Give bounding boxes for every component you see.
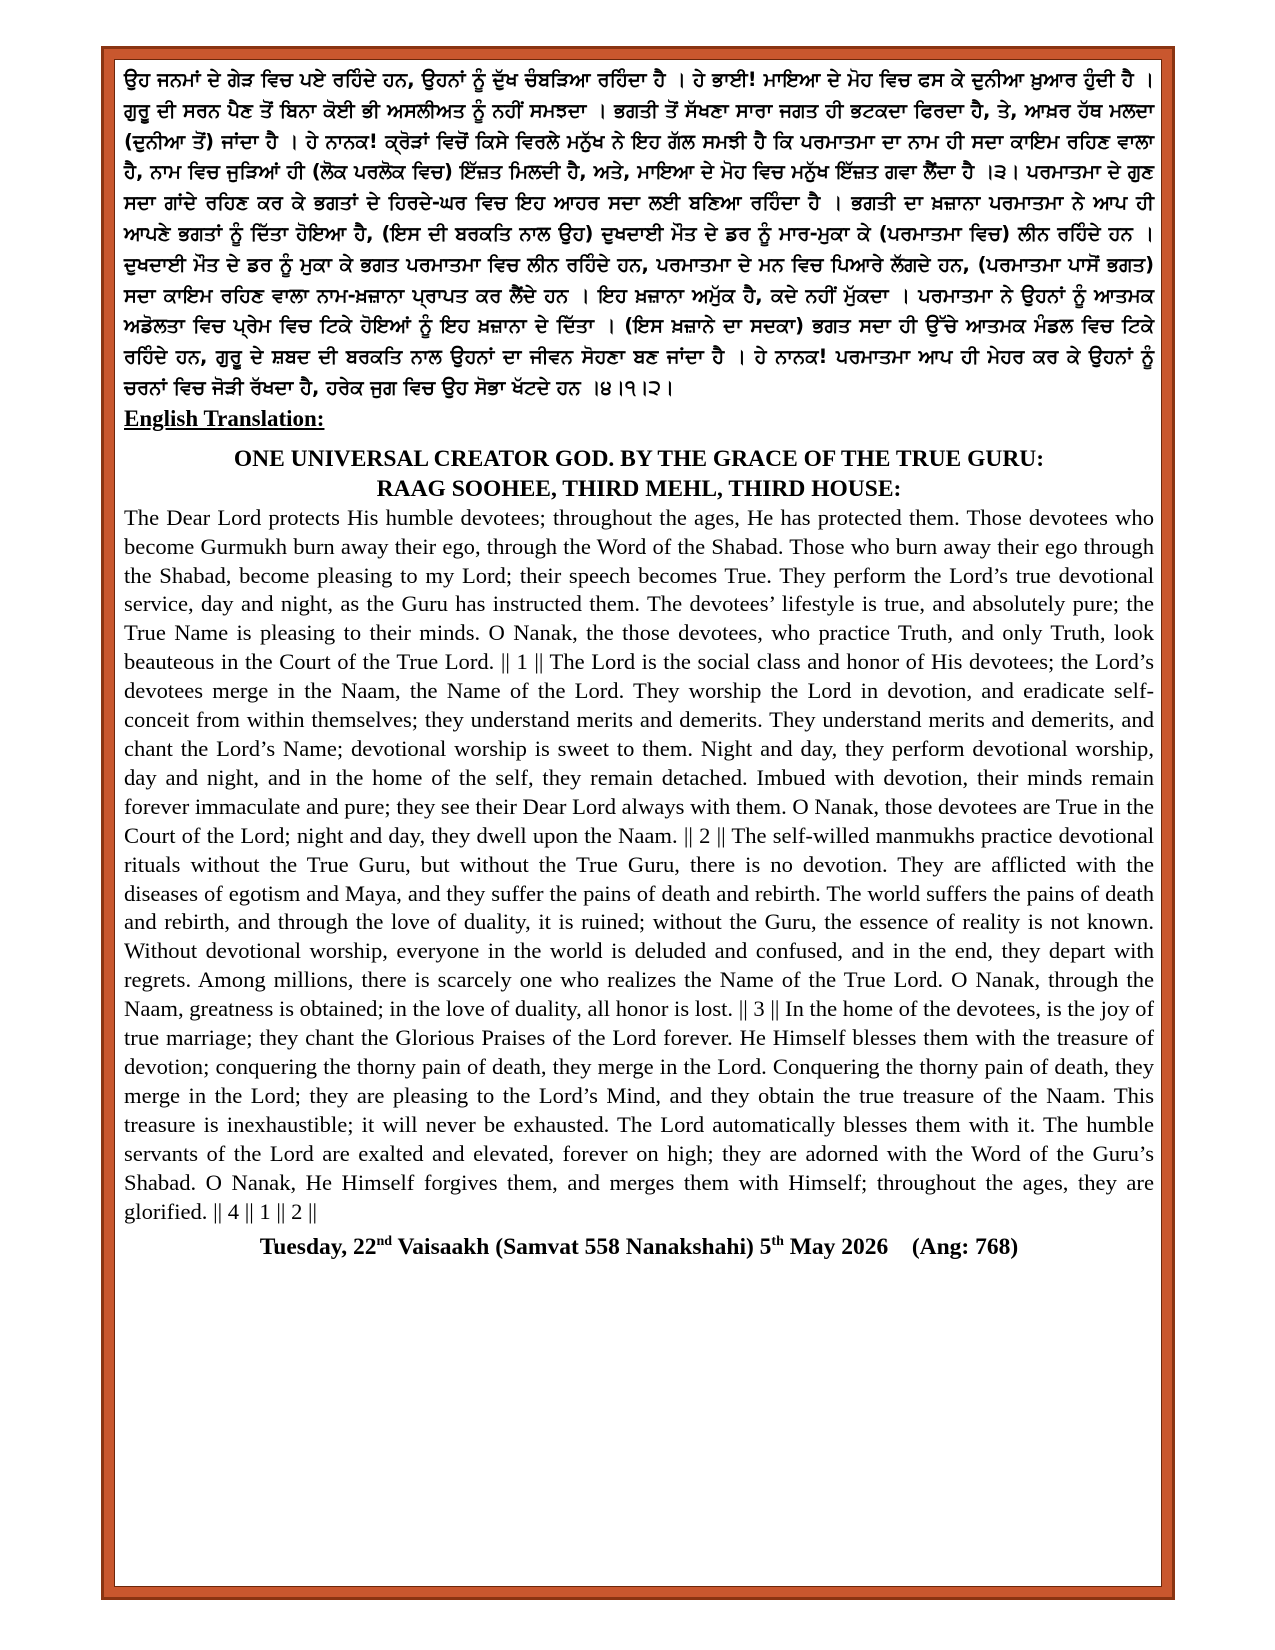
footer-ang: (Ang: 768) [911, 1234, 1019, 1261]
english-translation-paragraph: The Dear Lord protects His humble devotees; throughout the ages, He has protected them. Those devotees who become Gurmukh burn away their ego, through the Word of the Shabad. Those who burn away their ego through the Shabad, become pleasing to my Lord; their speech becomes True. They perform the Lord’s true devotional service, day and night, as the Guru has instructed them. The devotees’ lifestyle is true, and absolutely pure; the True Name is pleasing to their minds. O Nanak, the those devotees, who practice Truth, and only Truth, look beauteous in the Court of the True Lord. || 1 || The Lord is the social class and honor of His devotees; the Lord’s devotees merge in the Naam, the Name of the Lord. They worship the Lord in devotion, and eradicate self-conceit from within themselves; they understand merits and demerits. They understand merits and demerits, and chant the Lord’s Name; devotional worship is sweet to them. Night and day, they perform devotional worship, day and night, and in the home of the self, they remain detached. Imbued with devotion, their minds remain forever immaculate and pure; they see their Dear Lord always with them. O Nanak, those devotees are True in the Court of the Lord; night and day, they dwell upon the Naam. || 2 || The self-willed manmukhs practice devotional rituals without the True Guru, but without the True Guru, there is no devotion. They are afflicted with the diseases of egotism and Maya, and they suffer the pains of death and rebirth. The world suffers the pains of death and rebirth, and through the love of duality, it is ruined; without the Guru, the essence of reality is not known. Without devotional worship, everyone in the world is deluded and confused, and in the end, they depart with regrets. Among millions, there is scarcely one who realizes the Name of the True Lord. O Nanak, through the Naam, greatness is obtained; in the love of duality, all honor is lost. || 3 || In the home of the devotees, is the joy of true marriage; they chant the Glorious Praises of the Lord forever. He Himself blesses them with the treasure of devotion; conquering the thorny pain of death, they merge in the Lord. Conquering the thorny pain of death, they merge in the Lord; they are pleasing to the Lord’s Mind, and they obtain the true treasure of the Naam. This treasure is inexhaustible; it will never be exhausted. The Lord automatically blesses them with it. The humble servants of the Lord are exalted and elevated, forever on high; they are adorned with the Word of the Guru’s Shabad. O Nanak, He Himself forgives them, and merges them with Himself; throughout the ages, they are glorified. || 4 || 1 || 2 || [124, 504, 1154, 1224]
footer-date-suffix: th [771, 1234, 784, 1250]
footer-year: May 2026 [783, 1234, 889, 1261]
page-content [113, 58, 1163, 1588]
heading-line-1: ONE UNIVERSAL CREATOR GOD. BY THE GRACE OF THE TRUE GURU: [233, 445, 1045, 472]
footer-month: Vaisaakh (Samvat 558 Nanakshahi) 5 [392, 1234, 772, 1261]
date-footer [124, 1232, 1154, 1262]
footer-day-suffix: nd [376, 1234, 393, 1250]
heading-line-2: RAAG SOOHEE, THIRD MEHL, THIRD HOUSE: [376, 475, 902, 502]
translation-label: English Translation: [124, 405, 325, 431]
footer-day: Tuesday, 22 [259, 1234, 377, 1261]
gurmukhi-paragraph: ਉਹ ਜਨਮਾਂ ਦੇ ਗੇੜ ਵਿਚ ਪਏ ਰਹਿੰਦੇ ਹਨ, ਉਹਨਾਂ ਨੂੰ ਦੁੱਖ ਚੰਬੜਿਆ ਰਹਿੰਦਾ ਹੈ । ਹੇ ਭਾਈ! ਮਾਇਆ ਦੇ ਮੋਹ ਵਿਚ ਫਸ ਕੇ ਦੁਨੀਆ ਖ਼ੁਆਰ ਹੁੰਦੀ ਹੈ । ਗੁਰੂ ਦੀ ਸਰਨ ਪੈਣ ਤੋਂ ਬਿਨਾ ਕੋਈ ਭੀ ਅਸਲੀਅਤ ਨੂੰ ਨਹੀਂ ਸਮਝਦਾ । ਭਗਤੀ ਤੋਂ ਸੱਖਣਾ ਸਾਰਾ ਜਗਤ ਹੀ ਭਟਕਦਾ ਫਿਰਦਾ ਹੈ, ਤੇ, ਆਖ਼ਰ ਹੱਥ ਮਲਦਾ (ਦੁਨੀਆ ਤੋਂ) ਜਾਂਦਾ ਹੈ । ਹੇ ਨਾਨਕ! ਕ੍ਰੋੜਾਂ ਵਿਚੋਂ ਕਿਸੇ ਵਿਰਲੇ ਮਨੁੱਖ ਨੇ ਇਹ ਗੱਲ ਸਮਝੀ ਹੈ ਕਿ ਪਰਮਾਤਮਾ ਦਾ ਨਾਮ ਹੀ ਸਦਾ ਕਾਇਮ ਰਹਿਣ ਵਾਲਾ ਹੈ, ਨਾਮ ਵਿਚ ਜੁੜਿਆਂ ਹੀ (ਲੋਕ ਪਰਲੋਕ ਵਿਚ) ਇੱਜ਼ਤ ਮਿਲਦੀ ਹੈ, ਅਤੇ, ਮਾਇਆ ਦੇ ਮੋਹ ਵਿਚ ਮਨੁੱਖ ਇੱਜ਼ਤ ਗਵਾ ਲੈਂਦਾ ਹੈ ।੩। ਪਰਮਾਤਮਾ ਦੇ ਗੁਣ ਸਦਾ ਗਾਂਦੇ ਰਹਿਣ ਕਰ ਕੇ ਭਗਤਾਂ ਦੇ ਹਿਰਦੇ-ਘਰ ਵਿਚ ਇਹ ਆਹਰ ਸਦਾ ਲਈ ਬਣਿਆ ਰਹਿੰਦਾ ਹੈ । ਭਗਤੀ ਦਾ ਖ਼ਜ਼ਾਨਾ ਪਰਮਾਤਮਾ ਨੇ ਆਪ ਹੀ ਆਪਣੇ ਭਗਤਾਂ ਨੂੰ ਦਿੱਤਾ ਹੋਇਆ ਹੈ, (ਇਸ ਦੀ ਬਰਕਤਿ ਨਾਲ ਉਹ) ਦੁਖਦਾਈ ਮੌਤ ਦੇ ਡਰ ਨੂੰ ਮਾਰ-ਮੁਕਾ ਕੇ (ਪਰਮਾਤਮਾ ਵਿਚ) ਲੀਨ ਰਹਿੰਦੇ ਹਨ । ਦੁਖਦਾਈ ਮੌਤ ਦੇ ਡਰ ਨੂੰ ਮੁਕਾ ਕੇ ਭਗਤ ਪਰਮਾਤਮਾ ਵਿਚ ਲੀਨ ਰਹਿੰਦੇ ਹਨ, ਪਰਮਾਤਮਾ ਦੇ ਮਨ ਵਿਚ ਪਿਆਰੇ ਲੱਗਦੇ ਹਨ, (ਪਰਮਾਤਮਾ ਪਾਸੋਂ ਭਗਤ) ਸਦਾ ਕਾਇਮ ਰਹਿਣ ਵਾਲਾ ਨਾਮ-ਖ਼ਜ਼ਾਨਾ ਪ੍ਰਾਪਤ ਕਰ ਲੈਂਦੇ ਹਨ । ਇਹ ਖ਼ਜ਼ਾਨਾ ਅਮੁੱਕ ਹੈ, ਕਦੇ ਨਹੀਂ ਮੁੱਕਦਾ । ਪਰਮਾਤਮਾ ਨੇ ਉਹਨਾਂ ਨੂੰ ਆਤਮਕ ਅਡੋਲਤਾ ਵਿਚ ਪ੍ਰੇਮ ਵਿਚ ਟਿਕੇ ਹੋਇਆਂ ਨੂੰ ਇਹ ਖ਼ਜ਼ਾਨਾ ਦੇ ਦਿੱਤਾ । (ਇਸ ਖ਼ਜ਼ਾਨੇ ਦਾ ਸਦਕਾ) ਭਗਤ ਸਦਾ ਹੀ ਉੱਚੇ ਆਤਮਕ ਮੰਡਲ ਵਿਚ ਟਿਕੇ ਰਹਿੰਦੇ ਹਨ, ਗੁਰੂ ਦੇ ਸ਼ਬਦ ਦੀ ਬਰਕਤਿ ਨਾਲ ਉਹਨਾਂ ਦਾ ਜੀਵਨ ਸੋਹਣਾ ਬਣ ਜਾਂਦਾ ਹੈ । ਹੇ ਨਾਨਕ! ਪਰਮਾਤਮਾ ਆਪ ਹੀ ਮੇਹਰ ਕਰ ਕੇ ਉਹਨਾਂ ਨੂੰ ਚਰਨਾਂ ਵਿਚ ਜੋੜੀ ਰੱਖਦਾ ਹੈ, ਹਰੇਕ ਜੁਗ ਵਿਚ ਉਹ ਸੋਭਾ ਖੱਟਦੇ ਹਨ ।੪।੧।੨। [124, 68, 1154, 399]
